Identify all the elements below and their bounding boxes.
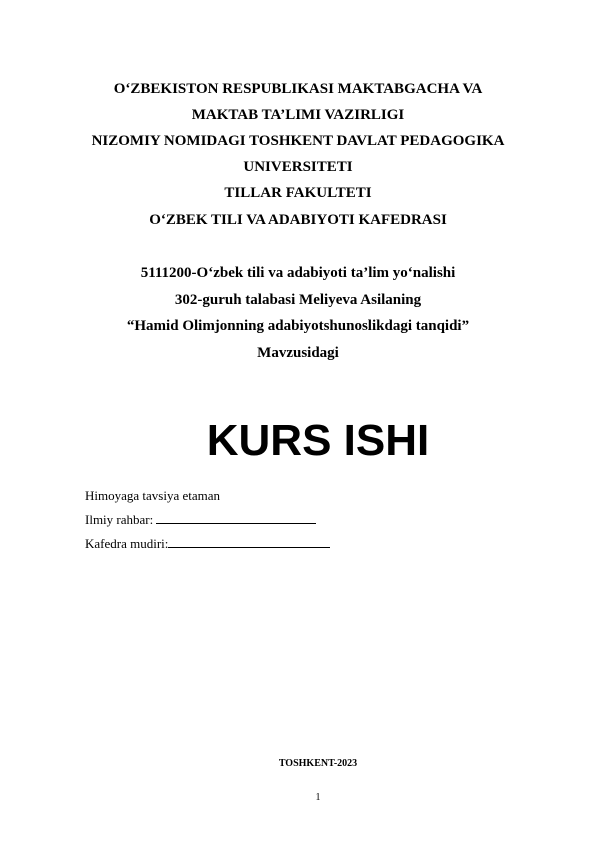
supervisor-label: Ilmiy rahbar: — [85, 512, 157, 527]
department-head-line — [85, 535, 330, 552]
university-line-1: NIZOMIY NOMIDAGI TOSHKENT DAVLAT PEDAGOGIKA — [91, 133, 505, 149]
supervisor-line — [85, 511, 316, 528]
recommendation-line: Himoyaga tavsiya etaman — [85, 488, 221, 503]
department-name: O‘ZBEK TILI VA ADABIYOTI KAFEDRASI — [149, 212, 447, 228]
department-head-label: Kafedra mudiri: — [85, 536, 169, 551]
university-line-2: UNIVERSITETI — [243, 159, 353, 175]
city-year: TOSHKENT-2023 — [278, 758, 358, 769]
specialty-line: 5111200-O‘zbek tili va adabiyoti ta’lim yo‘nalishi — [140, 265, 456, 281]
topic-line: “Hamid Olimjonning adabiyotshunoslikdagi tanqidi” — [126, 318, 470, 334]
faculty-name: TILLAR FAKULTETI — [224, 185, 372, 201]
ministry-line-1: O‘ZBEKISTON RESPUBLIKASI MAKTABGACHA VA — [113, 81, 483, 97]
document-title: KURS ISHI — [206, 416, 430, 465]
supervisor-signature-blank — [156, 511, 316, 524]
ministry-line-2: MAKTAB TA’LIMI VAZIRLIGI — [191, 107, 405, 123]
student-line: 302-guruh talabasi Meliyeva Asilaning — [174, 292, 422, 308]
department-head-signature-blank — [168, 535, 330, 548]
page-number: 1 — [315, 792, 321, 803]
topic-suffix-line: Mavzusidagi — [257, 345, 339, 361]
